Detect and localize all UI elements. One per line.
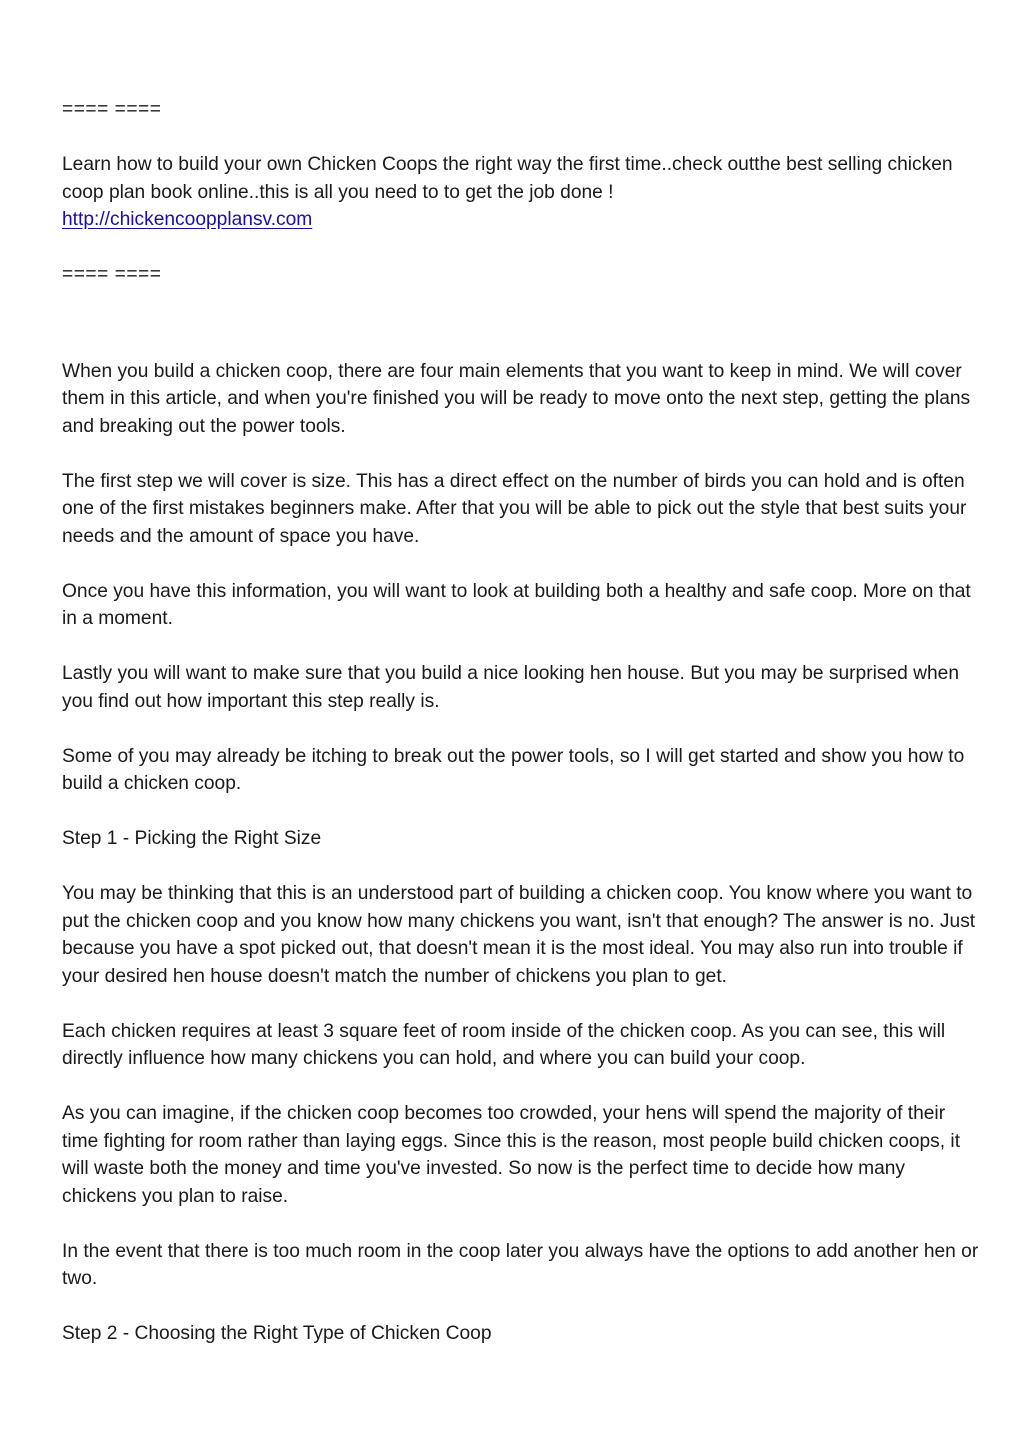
- separator-top: ==== ====: [62, 99, 162, 120]
- paragraph-safety: Once you have this information, you will want to look at building both a healthy and safe coop. More on that in a moment.: [62, 580, 971, 629]
- step1-heading: Step 1 - Picking the Right Size: [62, 828, 322, 849]
- step1-paragraph-4: In the event that there is too much room in the coop later you always have the options to add another hen or two.: [62, 1240, 979, 1289]
- promo-paragraph: [62, 151, 982, 234]
- step2-heading: Step 2 - Choosing the Right Type of Chicken Coop: [62, 1323, 492, 1344]
- promo-link[interactable]: http://chickencoopplansv.com: [62, 209, 313, 230]
- separator-bottom: ==== ====: [62, 264, 162, 285]
- paragraph-looks: Lastly you will want to make sure that you build a nice looking hen house. But you may be surprised when you find out how important this step really is.: [62, 663, 959, 712]
- document-page: [62, 96, 982, 1348]
- paragraph-size: The first step we will cover is size. This has a direct effect on the number of birds you can hold and is often one of the first mistakes beginners make. After that you will be able to pick out the style that best suits your needs and the amount of space you have.: [62, 470, 967, 547]
- intro-paragraph: When you build a chicken coop, there are four main elements that you want to keep in mind. We will cover them in this article, and when you're finished you will be ready to move onto the next step, getting the plans and breaking out the power tools.: [62, 360, 971, 437]
- step1-paragraph-1: You may be thinking that this is an understood part of building a chicken coop. You know where you want to put the chicken coop and you know how many chickens you want, isn't that enough? The answer is no. Just because you have a spot picked out, that doesn't mean it is the most ideal. You may also run into trouble if your desired hen house doesn't match the number of chickens you plan to get.: [62, 883, 976, 987]
- step1-paragraph-2: Each chicken requires at least 3 square feet of room inside of the chicken coop. As you can see, this will directly influence how many chickens you can hold, and where you can build your coop.: [62, 1020, 946, 1069]
- paragraph-get-started: Some of you may already be itching to break out the power tools, so I will get started and show you how to build a chicken coop.: [62, 745, 965, 794]
- step1-paragraph-3: As you can imagine, if the chicken coop becomes too crowded, your hens will spend the majority of their time fighting for room rather than laying eggs. Since this is the reason, most people build chicken coops, it will waste both the money and time you've invested. So now is the perfect time to decide how many chickens you plan to raise.: [62, 1103, 961, 1207]
- promo-text: Learn how to build your own Chicken Coops the right way the first time..check outthe best selling chicken coop plan book online..this is all you need to to get the job done !: [62, 154, 953, 203]
